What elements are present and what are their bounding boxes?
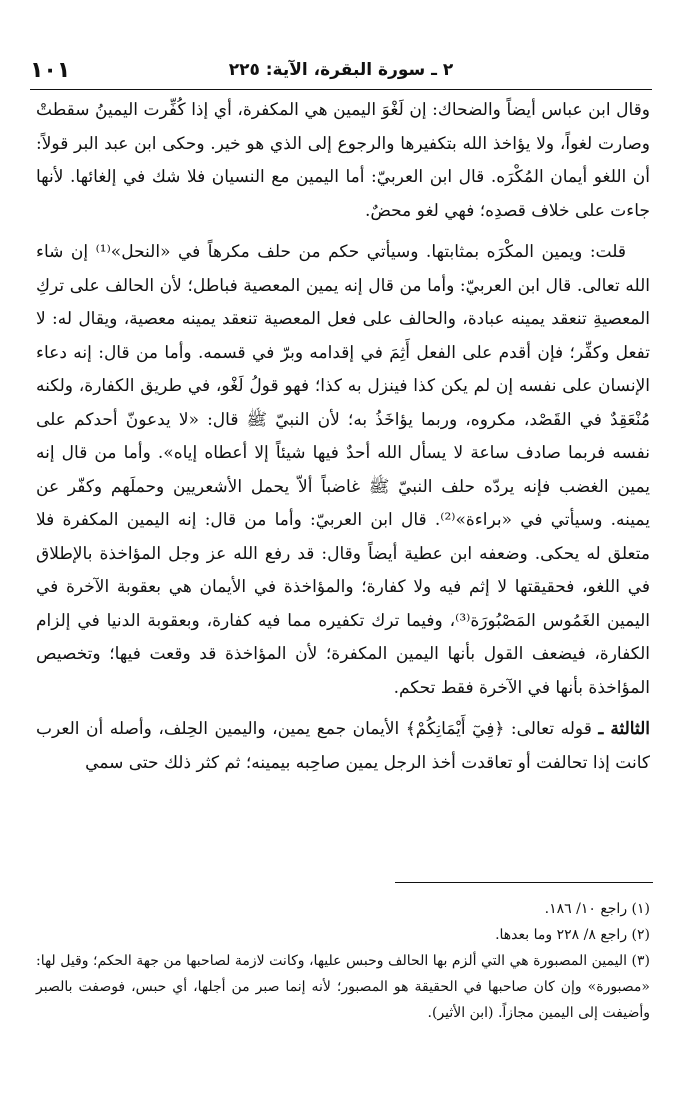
running-title: ٢ ـ سورة البقرة، الآية: ٢٢٥ [228,60,454,80]
page-number: ١٠١ [30,58,71,83]
footnote-3: (٣) اليمين المصبورة هي التي ألزم بها الحالف وحبس عليها، وكانت لازمة لصاحبها من جهة الحكم؛ وقيل لها: «مصبورة» وإن كان صاحبها في الحقيقة هو المصبور؛ لأنه إنما صبر من أجلها، أي حبس، فوصفت بالصبر وأضيفت إلى اليمين مجازاً. (ابن الأثير). [36,953,650,1021]
footnote-2: (٢) راجع ٨/ ٢٢٨ وما بعدها. [495,927,650,943]
header-divider [30,89,652,90]
section-lead: الثالثة ـ [598,719,650,739]
footnote-1: (١) راجع ١٠/ ١٨٦. [544,901,650,917]
main-text [36,94,650,788]
paragraph-1: وقال ابن عباس أيضاً والضحاك: إن لَغْوَ اليمين هي المكفرة، أي إذا كُفِّرت اليمينُ سقطتْ وصارت لغواً، ولا يؤاخذ الله بتكفيرها والرجوع إلى الذي هو خير. وحكى ابن عبد البر قولاً: أن اللغو أيمان المُكْرَه. قال ابن العربيّ: أما اليمين مع النسيان فلا شك في إلغائها. لأنها جاءت على خلاف قصدِه؛ فهي لغو محضٌ. [36,100,650,221]
footnotes [36,896,650,1026]
page-header [30,58,652,88]
paragraph-3-text: قوله تعالى: ﴿فِيٓ أَيْمَانِكُمْ﴾ الأيمان جمع يمين، واليمين الحِلف، وأصله أن العرب كانت إذا تحالفت أو تعاقدت أخذ الرجل يمين صاحِبه بيمينه؛ ثم كثر ذلك حتى سمي [36,719,650,773]
paragraph-3 [36,713,650,780]
paragraph-2: قلت: ويمين المكْرَه بمثابتها. وسيأتي حكم من حلف مكرهاً في «النحل»⁽¹⁾ إن شاء الله تعالى. قال ابن العربيّ: وأما من قال إنه يمين المعصية فباطل؛ لأن الحالف على تركِ المعصيةِ تنعقد يمينه عبادة، والحالف على فعل المعصية تنعقد يمينه معصية، ويقال له: لا تفعل وكفِّر؛ فإن أقدم على الفعل أَثِمَ في إقدامه وبرّ في قسمه. وأما من قال: إنه دعاء الإنسان على نفسه إن لم يكن كذا فينزل به كذا؛ فهو قولُ لَغْو، في طريق الكفارة، ولكنه مُنْعَقِدٌ في القَصْد، مكروه، وربما يؤاخَذُ به؛ لأن النبيّ ﷺ قال: «لا يدعونّ أحدكم على نفسه فربما صادف ساعة لا يسأل الله أحدٌ فيها شيئاً إلا أعطاه إياه». وأما من قال إنه يمين الغضب فإنه يردّه حلف النبيّ ﷺ غاضباً ألاّ يحمل الأشعريين وحملَهم وكفّر عن يمينه. وسيأتي في «براءة»⁽²⁾. قال ابن العربيّ: وأما من قال: إنه اليمين المكفرة فلا متعلق له يحكى. وضعفه ابن عطية أيضاً وقال: قد رفع الله عز وجل المؤاخذة بالإطلاق في اللغو، فحقيقتها لا إثم فيه ولا كفارة؛ والمؤاخذة في الأيمان هي بعقوبة الآخرة في اليمين الغَمُوس المَصْبُورَة⁽³⁾، وفيما ترك تكفيره مما فيه كفارة، وبعقوبة الدنيا في إلزام الكفارة، فيضعف القول بأنها اليمين المكفرة؛ لأن المؤاخذة قد وقعت فيها؛ وتخصيص المؤاخذة بأنها في الآخرة فقط تحكم. [36,242,650,698]
footnote-divider [395,882,653,883]
